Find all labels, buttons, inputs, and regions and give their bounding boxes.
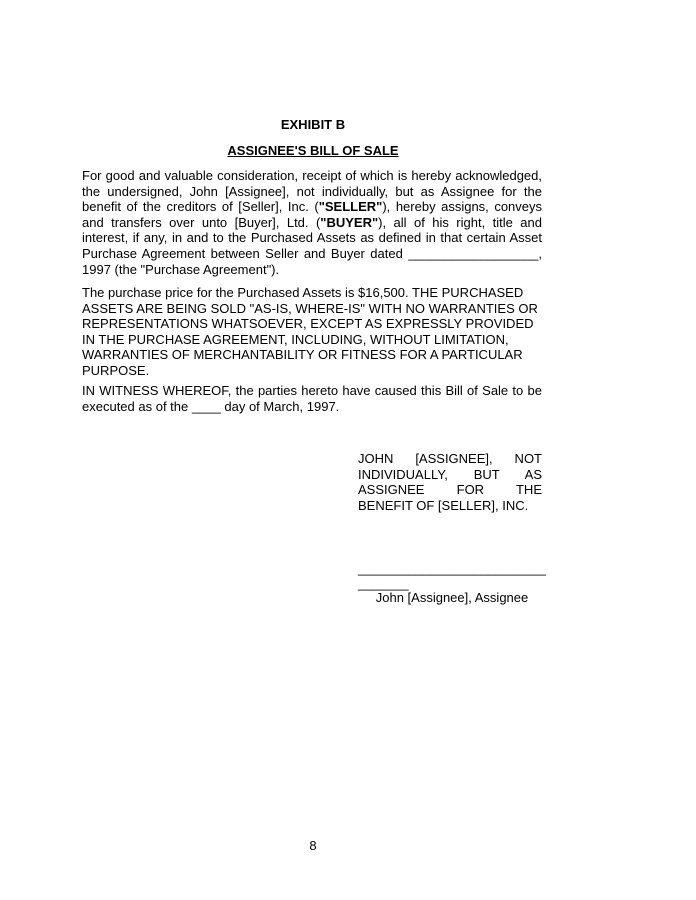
consideration-paragraph <box>82 168 542 277</box>
signature-line: __________________________ <box>358 561 546 576</box>
witness-paragraph: IN WITNESS WHEREOF, the parties hereto have caused this Bill of Sale to be executed as of the ____ day of March, 1997. <box>82 383 542 414</box>
signatory-name: John [Assignee], Assignee <box>375 590 529 605</box>
document-title: ASSIGNEE'S BILL OF SALE <box>227 143 399 158</box>
signatory-block: JOHN [ASSIGNEE], NOT INDIVIDUALLY, BUT AS ASSIGNEE FOR THE BENEFIT OF [SELLER], INC. <box>358 451 542 513</box>
exhibit-label: EXHIBIT B <box>280 117 346 132</box>
signature-line-continuation: _______ <box>358 576 409 591</box>
buyer-defined-term: "BUYER" <box>320 214 379 230</box>
paragraph-text: ), all of his right, title and interest, if any, in and to the Purchased Assets as defined in that certain Asset Purchase Agreement between Seller and Buyer dated __________________, 1997 (the "Purchase Agreement"). <box>82 214 542 277</box>
paragraph-text: ), hereby assigns, conveys and transfers over unto [Buyer], Ltd. ( <box>82 199 543 230</box>
seller-defined-term: "SELLER" <box>318 199 383 215</box>
page-number: 8 <box>309 838 317 853</box>
purchase-price-paragraph: The purchase price for the Purchased Assets is $16,500. THE PURCHASED ASSETS ARE BEING SOLD "AS-IS, WHERE-IS" WITH NO WARRANTIES OR REPRESENTATIONS WHATSOEVER, EXCEPT AS EXPRESSLY PROVIDED IN THE PURCHASE AGREEMENT, INCLUDING, WITHOUT LIMITATION, WARRANTIES OF MERCHANTABILITY OR FITNESS FOR A PARTICULAR PURPOSE. <box>82 285 538 378</box>
paragraph-text: For good and valuable consideration, receipt of which is hereby acknowledged, the undersigned, John [Assignee], not individually, but as Assignee for the benefit of the creditors of [Seller], Inc. ( <box>82 168 542 215</box>
